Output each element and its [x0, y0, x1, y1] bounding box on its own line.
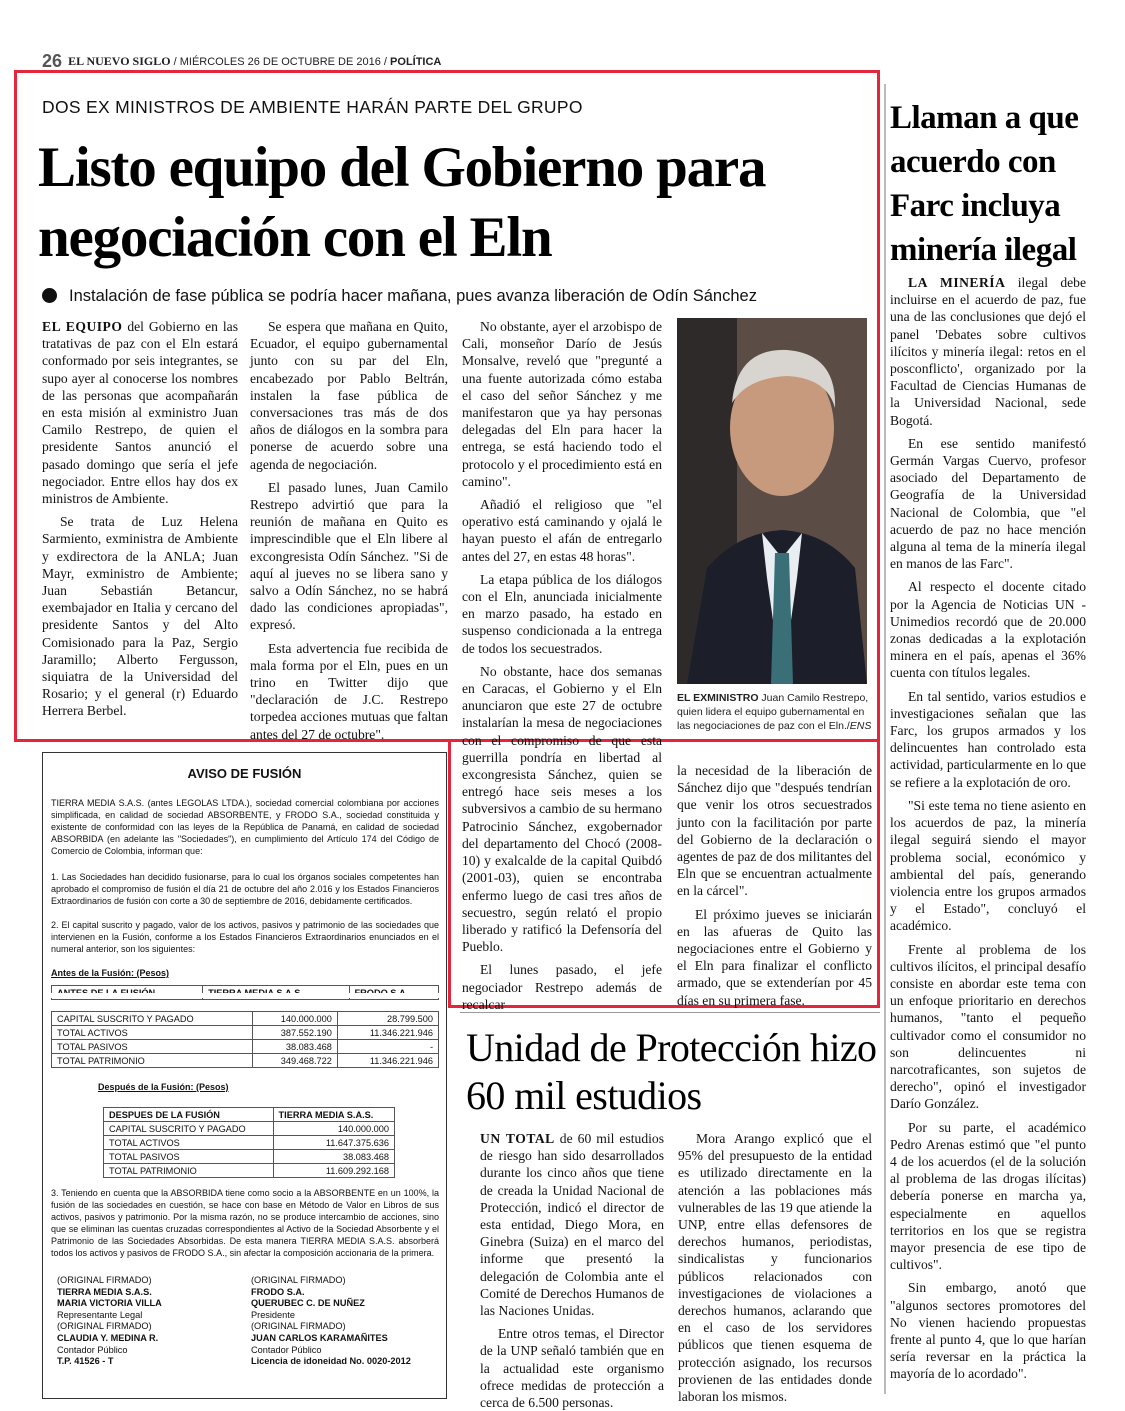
paragraph — [480, 1130, 664, 1319]
signature-line: (ORIGINAL FIRMADO) — [251, 1321, 346, 1332]
paragraph: Se trata de Luz Helena Sarmiento, exministra de Ambiente y exdirectora de la ANLA; Juan Mayr, exministro de Ambiente; Juan Sebastián Betancur, exembajador en Italia y cercano del presidente Santos y del Alto Comisionado para la Paz, Sergio Jaramillo; Alberto Fergusson, siquiatra de la Universidad del Rosario; y el general (r) Eduardo Herrera Berbel. — [42, 514, 238, 719]
despues-table — [103, 1107, 395, 1178]
unidad-column-1 — [480, 1130, 664, 1411]
notice-intro: TIERRA MEDIA S.A.S. (antes LEGOLAS LTDA.), sociedad comercial colombiana por acciones simplificada, en calidad de sociedad ABSORBENTE, y FRODO S.A., sociedad constituida y existente de conformidad con las leyes de la República de Panamá, en calidad de sociedad ABSORBIDA (en adelante las "Sociedades"), en cumplimiento del Artículo 174 del Código de Comercio de Colombia, informan que: — [51, 798, 439, 856]
paragraph: En tal sentido, varios estudios e investigaciones señalan que las Farc, los grupos armados y los delincuentes han controlado esta actividad, particularmente en lo que se refiere a la explotación de oro. — [890, 688, 1086, 790]
table-header-row — [104, 1108, 395, 1122]
paragraph — [42, 318, 238, 507]
table-cell: 387.552.190 — [253, 1026, 338, 1040]
paragraph: El pasado lunes, Juan Camilo Restrepo advirtió que para la reunión de mañana en Quito es imprescindible que el Eln libere al excongresista Odín Sánchez. "Si de aquí al jueves no se libera sano y salvo a Odín Sánchez, no se habrá dado las condiciones apropiadas", expresó. — [250, 479, 448, 633]
table-cell: CAPITAL SUSCRITO Y PAGADO — [104, 1122, 274, 1136]
issue-date: / MIÉRCOLES 26 DE OCTUBRE DE 2016 / — [173, 56, 387, 68]
table-row — [104, 1122, 395, 1136]
caption-text: Juan Camilo Restrepo, quien lidera el equipo gubernamental en las negociaciones de paz con el Eln./ — [677, 692, 869, 732]
portrait-illustration — [677, 318, 867, 684]
article-column-3 — [462, 318, 662, 1013]
table-row — [52, 1040, 439, 1054]
lead-word: EL EQUIPO — [42, 319, 123, 334]
unidad-headline: Unidad de Protección hizo 60 mil estudios — [466, 1025, 877, 1118]
paragraph: El próximo jueves se iniciarán en las afueras de Quito las negociaciones entre el Gobierno y el Eln para finalizar el conflicto armado, que se extenderían por 45 días en su primera fase. — [677, 906, 872, 1008]
paper-name: EL NUEVO SIGLO — [68, 54, 171, 68]
article-column-4 — [677, 762, 872, 1009]
print-fold — [43, 993, 446, 998]
table-header-cell: TIERRA MEDIA S.A.S. — [273, 1108, 394, 1122]
paragraph: No obstante, ayer el arzobispo de Cali, monseñor Darío de Jesús Monsalve, reveló que "pregunté a una fuente autorizada cómo estaba el caso del señor Sánchez y me manifestaron que ya hay personas delegadas del Eln para hacer la entrega, se está haciendo todo el protocolo y el procedimiento está en camino". — [462, 319, 662, 489]
unidad-column-2 — [678, 1130, 872, 1405]
signature-line: Contador Público — [251, 1344, 322, 1355]
section-rule — [460, 1012, 880, 1013]
portrait-photo — [677, 318, 867, 684]
section-name: POLÍTICA — [390, 56, 442, 68]
antes-label: Antes de la Fusión: (Pesos) — [51, 968, 170, 978]
signature-line: Licencia de idoneidad No. 0020-2012 — [251, 1356, 411, 1367]
paragraph: Entre otros temas, el Director de la UNP señaló también que en la actualidad este organismo ofrece medidas de protección a cerca de 6.500 personas. — [480, 1326, 664, 1411]
side-article-body — [890, 274, 1086, 1383]
paragraph: No obstante, hace dos semanas en Caracas, el Gobierno y el Eln anunciaron que este 27 de octubre instalarían la mesa de negociaciones con el compromiso de que esta guerrilla pondría en libertad al excongresista Sánchez, quien se entregó hace seis meses a los subversivos a cambio de su hermano Patrocinio Sánchez, exgobernador del departamento del Chocó (2008-10) y exalcalde de la capital Quibdó (2001-03), quien se encontraba enfermo luego de casi tres años de secuestro, según relató el propio liberado y ratificó la Defensoría del Pueblo. — [462, 663, 662, 955]
signature-line: (ORIGINAL FIRMADO) — [57, 1321, 152, 1332]
article-column-1 — [42, 318, 238, 720]
table-row — [104, 1136, 395, 1150]
signature-line: (ORIGINAL FIRMADO) — [251, 1275, 346, 1285]
table-cell: 11.346.221.946 — [337, 1054, 438, 1068]
table-cell: 11.609.292.168 — [273, 1164, 394, 1178]
article-headline: Listo equipo del Gobierno para negociación con el Eln — [38, 136, 766, 269]
signature-line: MARIA VICTORIA VILLA — [57, 1298, 162, 1309]
paragraph: Esta advertencia fue recibida de mala forma por el Eln, pues en un trino en Twitter dijo que "declaración de J.C. Restrepo torpedea acciones mutuas que faltan antes del 27 de octubre". — [250, 640, 448, 742]
column-divider — [884, 84, 886, 1394]
lead-word: UN TOTAL — [480, 1131, 555, 1146]
paragraph: La etapa pública de los diálogos con el Eln, anunciada inicialmente en marzo pasado, ha estado en suspenso condicionada a la entrega de todos los secuestrados. — [462, 571, 662, 656]
signature-line: T.P. 41526 - T — [57, 1356, 114, 1367]
table-row — [52, 1054, 439, 1068]
table-cell: TOTAL PATRIMONIO — [104, 1164, 274, 1178]
signature-line: CLAUDIA Y. MEDINA R. — [57, 1332, 159, 1343]
signature-block-left — [57, 1275, 242, 1368]
table-cell: 140.000.000 — [273, 1122, 394, 1136]
signature-line: (ORIGINAL FIRMADO) — [57, 1275, 152, 1285]
notice-item-1: 1. Las Sociedades han decidido fusionarse, para lo cual los órganos sociales competentes han aprobado el compromiso de fusión el día 21 de octubre del año 2.016 y los Estados Financieros Extraordinarios de fusión con corte a 30 de septiembre de 2016, debidamente certificados. — [51, 872, 439, 906]
notice-item-3: 3. Teniendo en cuenta que la ABSORBIDA tiene como socio a la ABSORBENTE en un 100%, la fusión de las sociedades en cuestión, se hace con base en Método de Valor en Libros de sus activos, pasivos y patrimonio. Por la misma razón, no se produce intercambio de acciones, sino que se eliminan las cuentas cruzadas correspondientes al Activo de la Sociedad Absorbente y el Patrimonio de las Sociedades Absorbidas. De esta manera TIERRA MEDIA S.A.S. absorberá todos los activos y pasivos de FRODO S.A., sin afectar la composición accionaria de la primera. — [51, 1188, 439, 1258]
article-subhead — [42, 287, 872, 306]
table-cell: 38.083.468 — [273, 1150, 394, 1164]
table-cell: 349.468.722 — [253, 1054, 338, 1068]
table-cell: - — [337, 1040, 438, 1054]
despues-label: Después de la Fusión: (Pesos) — [98, 1082, 229, 1092]
table-cell: 28.799.500 — [337, 1012, 438, 1026]
signature-line: Contador Público — [57, 1344, 128, 1355]
table-cell: TOTAL ACTIVOS — [104, 1136, 274, 1150]
antes-table-body — [51, 1011, 439, 1068]
paragraph: Frente al problema de los cultivos ilícitos, el principal desafío consiste en abordar este tema con un enfoque prioritario en derechos humanos, "tanto el pequeño cultivador como el consumidor no son delincuentes ni narcotraficantes, son sujetos de derecho", opinó el investigador Darío González. — [890, 941, 1086, 1112]
side-headline: Llaman a que acuerdo con Farc incluya minería ilegal — [890, 100, 1079, 268]
table-row — [104, 1164, 395, 1178]
paragraph: Añadió el religioso que "el operativo está caminando y ojalá le hayan puesto el afán de entregarlo antes del 27, en estas 48 horas". — [462, 497, 662, 564]
signature-line: Presidente — [251, 1309, 295, 1320]
paragraph — [890, 274, 1086, 429]
notice-title: AVISO DE FUSIÓN — [187, 766, 302, 781]
table-cell: 11.346.221.946 — [337, 1026, 438, 1040]
table-row — [52, 1026, 439, 1040]
photo-caption — [677, 691, 872, 733]
article-column-2 — [250, 318, 448, 743]
paragraph: Sin embargo, anotó que "algunos sectores promotores del No vienen haciendo propuestas frente al punto 4, que lo que harían sería reversar en la práctica la mayoría de lo acordado". — [890, 1280, 1086, 1382]
table-cell: TOTAL ACTIVOS — [52, 1026, 253, 1040]
table-cell: 38.083.468 — [253, 1040, 338, 1054]
table-row — [104, 1150, 395, 1164]
table-cell: TOTAL PASIVOS — [52, 1040, 253, 1054]
page-number: 26 — [42, 51, 63, 71]
notice-item-2: 2. El capital suscrito y pagado, valor de los activos, pasivos y patrimonio de las sociedades que intervienen en la Fusión, conforme a los Estados Financieros Extraordinarios enunciados en el numeral anterior, son los siguientes: — [51, 920, 439, 954]
signature-line: Representante Legal — [57, 1309, 143, 1320]
paragraph-text: ilegal debe incluirse en el acuerdo de paz, fue una de las conclusiones que dejó el panel 'Debates sobre cultivos ilícitos y minería ilegal: retos en el posconflicto', organizado por la Facultad de Ciencias Humanas de la Universidad Nacional, sede Bogotá. — [890, 275, 1086, 428]
subhead-text: Instalación de fase pública se podría hacer mañana, pues avanza liberación de Odín Sánchez — [69, 287, 757, 305]
signature-line: QUERUBEC C. DE NUÑEZ — [251, 1298, 365, 1309]
paragraph: En ese sentido manifestó Germán Vargas Cuervo, profesor asociado del Departamento de Geografía de la Universidad Nacional de Colombia, que "el acuerdo de paz no hace mención alguna al tema de la minería ilegal en manos de las Farc". — [890, 435, 1086, 572]
merger-notice — [42, 752, 447, 1399]
paragraph: Al respecto el docente citado por la Agencia de Noticias UN - Unimedios recordó que de 20.000 zonas dedicadas a la explotación minera en el país, apenas el 36% cuenta con títulos legales. — [890, 579, 1086, 681]
table-cell: 11.647.375.636 — [273, 1136, 394, 1150]
table-cell: 140.000.000 — [253, 1012, 338, 1026]
signature-line: FRODO S.A. — [251, 1286, 305, 1297]
lead-word: LA MINERÍA — [908, 275, 1006, 290]
paragraph: Se espera que mañana en Quito, Ecuador, el equipo gubernamental junto con su par del Eln, encabezado por Pablo Beltrán, instalen la fase pública de conversaciones tras más de dos años de diálogos en la sombra para ponerse de acuerdo sobre una agenda de negociación. — [250, 319, 448, 472]
signature-line: TIERRA MEDIA S.A.S. — [57, 1286, 152, 1297]
caption-credit: ENS — [849, 720, 872, 732]
paragraph-text: de 60 mil estudios de riesgo han sido desarrollados durante los cinco años que tiene de creada la Unidad Nacional de Protección, indicó el director de esta entidad, Diego Mora, en Ginebra (Suiza) en el marco del informe que presentó la delegación de Colombia ante el Comité de Derechos Humanos de las Naciones Unidas. — [480, 1131, 664, 1319]
paragraph: Mora Arango explicó que el 95% del presupuesto de la entidad es utilizado directamente en la atención a las poblaciones más vulnerables de las 19 que atiende la UNP, entre ellas defensores de derechos humanos, periodistas, sindicalistas y funcionarios públicos relacionados con investigaciones de violaciones a derechos humanos, aclarando que en el caso de los servidores públicos que tienen esquema de protección asignado, los recursos provienen de las entidades donde laboran los mismos. — [678, 1131, 872, 1405]
table-cell: CAPITAL SUSCRITO Y PAGADO — [52, 1012, 253, 1026]
bullet-icon — [42, 288, 57, 303]
table-row — [52, 1012, 439, 1026]
table-header-cell: DESPUES DE LA FUSIÓN — [104, 1108, 274, 1122]
signature-block-right — [251, 1275, 441, 1368]
paragraph-text: del Gobierno en las tratativas de paz con el Eln estará conformado por seis integrantes, se supo ayer al conocerse los nombres de las personas que acompañarán en esta misión al exministro Juan Camilo Restrepo, de quien el presidente Santos anunció el pasado domingo que sería el jefe negociador. Entre ellos hay dos ex ministros de Ambiente. — [42, 319, 238, 507]
signature-line: JUAN CARLOS KARAMAÑITES — [251, 1332, 388, 1343]
table-cell: TOTAL PATRIMONIO — [52, 1054, 253, 1068]
paragraph: "Si este tema no tiene asiento en los acuerdos de paz, la minería ilegal seguirá siendo el mayor problema social, económico y ambiental del país, generando violencia entre los grupos armados y el Estado", concluyó el académico. — [890, 797, 1086, 934]
paragraph: la necesidad de la liberación de Sánchez dijo que "después tendrían que venir los otros secuestrados junto con la facilitación por parte del Gobierno de la declaración o agentes de paz de dos militantes del Eln que se encuentran actualmente en la cárcel". — [677, 763, 872, 899]
table-cell: TOTAL PASIVOS — [104, 1150, 274, 1164]
caption-lead: EL EXMINISTRO — [677, 692, 759, 704]
paragraph: El lunes pasado, el jefe negociador Restrepo además de recalcar — [462, 962, 662, 1012]
paragraph: Por su parte, el académico Pedro Arenas estimó que "el punto 4 de los acuerdos (el de la solución al problema de las drogas ilícitas) debería ponerse en marcha ya, especialmente en aquellos territorios en los que se registra mayor presencia de ese tipo de cultivos". — [890, 1119, 1086, 1273]
article-kicker: DOS EX MINISTROS DE AMBIENTE HARÁN PARTE DEL GRUPO — [42, 97, 583, 117]
